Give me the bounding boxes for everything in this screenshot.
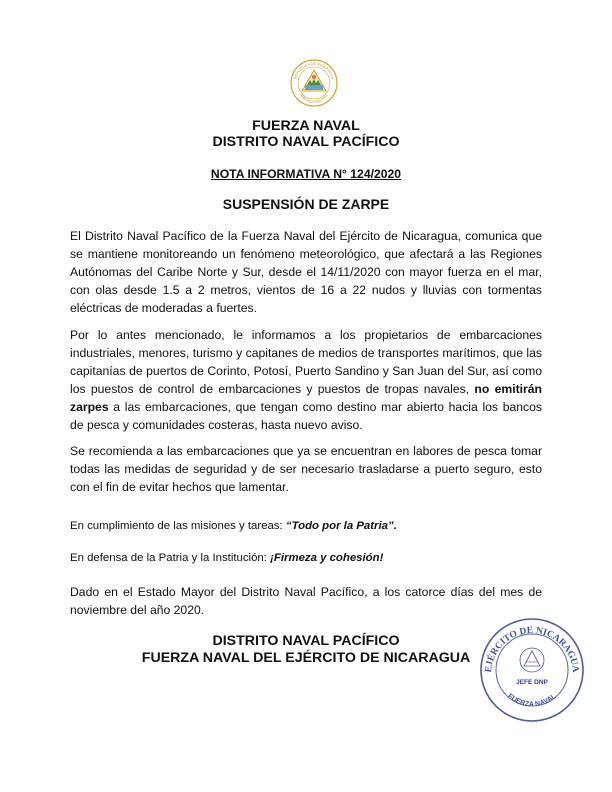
motto-2-text: En defensa de la Patria y la Institución:: [70, 552, 271, 564]
paragraph-2: [70, 326, 542, 434]
paragraph-2-end: a las embarcaciones, que tengan como destino mar abierto hacia los bancos de pesca y comunidades costeras, hasta nuevo aviso.: [70, 400, 542, 432]
motto-line-1: [70, 518, 397, 534]
paragraph-3: Se recomienda a las embarcaciones que ya se encuentran en labores de pesca tomar todas las medidas de seguridad y de ser necesario trasladarse a puerto seguro, esto con el fin de evitar hechos que lamentar.: [70, 444, 542, 494]
header-line-1: FUERZA NAVAL: [252, 118, 360, 134]
stamp-ring-text: EJÉRCITO DE NICARAGUA: [483, 625, 581, 673]
motto-1: “Todo por la Patria”.: [285, 520, 397, 532]
motto-1-text: En cumplimiento de las misiones y tareas:: [70, 520, 286, 532]
signature-line-2: FUERZA NAVAL DEL EJÉRCITO DE NICARAGUA: [141, 650, 471, 666]
official-seal-icon: [478, 616, 586, 724]
stamp-inner-emblem: [520, 648, 544, 672]
nota-number: NOTA INFORMATIVA N° 124/2020: [210, 167, 402, 181]
paragraph-2-start: Por lo antes mencionado, le informamos a los propietarios de embarcaciones industriales, menores, turismo y capitanes de medios de transportes marítimos, que las capitanías de puertos de Corinto, Potosí, Puerto Sandino y San Juan del Sur, así como los puestos de control de embarcaciones y puestos de tropas navales,: [70, 328, 542, 396]
motto-line-2: [70, 550, 383, 566]
stamp-bottom-text: FUERZA NAVAL: [506, 692, 558, 709]
motto-2: ¡Firmeza y cohesión!: [270, 552, 384, 564]
nicaragua-coat-of-arms-icon: [289, 58, 339, 108]
emblem-top-text: REPUBLICA DE NICARAGUA: [293, 61, 335, 80]
emblem-bottom-text: AMERICA CENTRAL: [299, 93, 329, 105]
svg-text:AMERICA CENTRAL: [299, 93, 329, 104]
signature-line-1: DISTRITO NAVAL PACÍFICO: [212, 633, 400, 649]
paragraph-1: El Distrito Naval Pacífico de la Fuerza Naval del Ejército de Nicaragua, comunica que se mantiene monitoreando un fenómeno meteorológico, que afectará a las Regiones Autónomas del Caribe Norte y Sur, desde el 14/11/2020 con mayor fuerza en el mar, con olas desde 1.5 a 2 metros, vientos de 16 a 22 nudos y lluvias con tormentas eléctricas de moderadas a fuertes.: [70, 229, 542, 315]
document-title: SUSPENSIÓN DE ZARPE: [222, 196, 390, 212]
stamp-inner-text: JEFE DNP: [516, 679, 548, 686]
paragraph-2-bold: no emitirán zarpes: [70, 382, 542, 414]
header-line-2: DISTRITO NAVAL PACÍFICO: [212, 134, 400, 150]
closing-paragraph: Dado en el Estado Mayor del Distrito Naval Pacífico, a los catorce días del mes de noviembre del año 2020.: [70, 585, 542, 617]
svg-text:FUERZA NAVAL: [506, 692, 558, 708]
